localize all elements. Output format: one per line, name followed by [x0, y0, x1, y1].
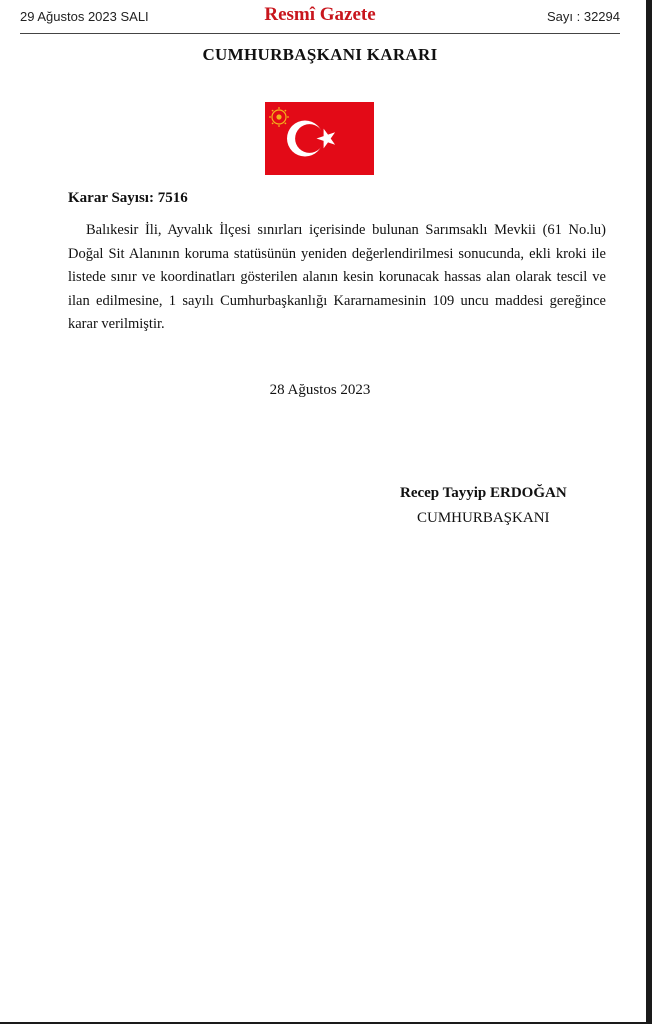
document-title: CUMHURBAŞKANI KARARI [202, 45, 438, 64]
header-divider [20, 33, 620, 34]
header-date: 29 Ağustos 2023 SALI [20, 9, 149, 24]
presidential-seal-icon [269, 107, 289, 127]
gazette-header [20, 4, 620, 30]
decision-body-text: Balıkesir İli, Ayvalık İlçesi sınırları içerisinde bulunan Sarımsaklı Mevkii (61 No.lu) Doğal Sit Alanının koruma statüsünün yeniden değerlendirilmesi sonucunda, ekli kroki ile listede sınır ve koordinatları gösterilen alanın kesin korunacak hassas alan olarak tescil ve ilan edilmesine, 1 sayılı Cumhurbaşkanlığı Kararnamesinin 109 uncu maddesi gereğince karar verilmiştir. [68, 222, 606, 332]
signer-title: CUMHURBAŞKANI [417, 510, 550, 526]
page-right-border [646, 0, 652, 1024]
gazette-title: Resmî Gazete [264, 4, 376, 25]
issue-number: Sayı : 32294 [547, 9, 620, 24]
decision-date: 28 Ağustos 2023 [269, 382, 371, 398]
turkish-flag-with-seal-icon [265, 102, 374, 175]
signer-name: Recep Tayyip ERDOĞAN [400, 485, 567, 501]
decision-number: Karar Sayısı: 7516 [68, 190, 188, 206]
